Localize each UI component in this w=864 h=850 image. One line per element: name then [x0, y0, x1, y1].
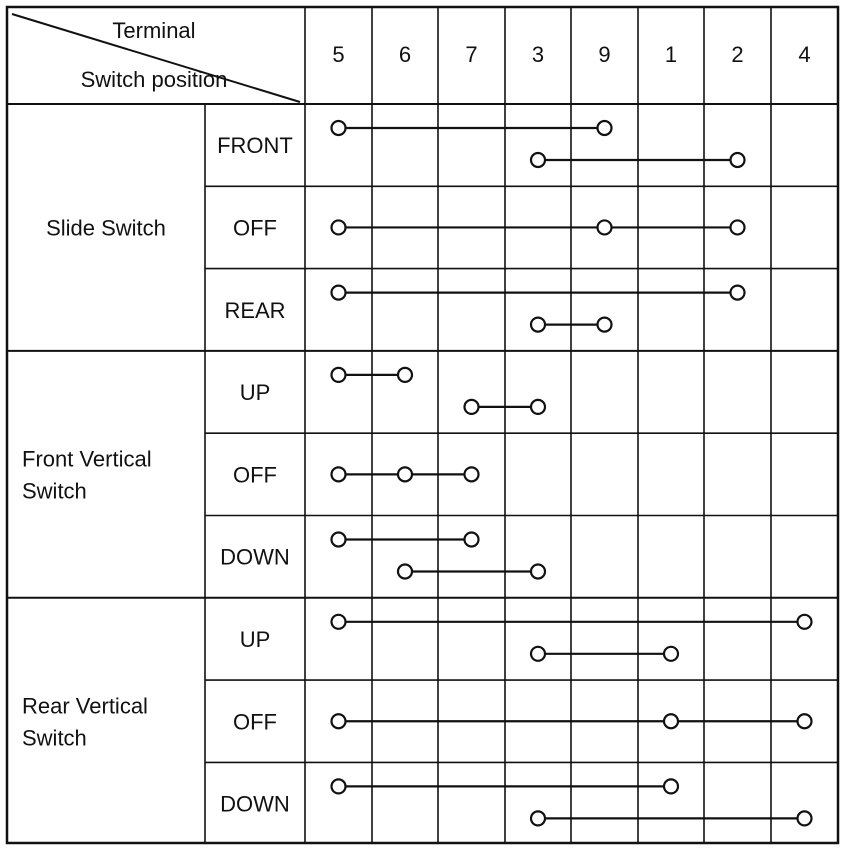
terminal-node-2	[731, 286, 745, 300]
switch-position-label: OFF	[233, 709, 277, 735]
terminal-label-7: 7	[465, 42, 478, 67]
connection-5-9-2	[332, 220, 745, 234]
connection-3-1	[531, 647, 678, 661]
terminal-label-9: 9	[598, 42, 611, 67]
terminal-header-label: Terminal	[112, 18, 196, 43]
terminal-node-6	[398, 565, 412, 579]
terminal-node-3	[531, 318, 545, 332]
terminal-node-4	[798, 811, 812, 825]
terminal-node-5	[332, 615, 346, 629]
terminal-node-5	[332, 368, 346, 382]
terminal-label-6: 6	[398, 42, 412, 67]
switch-position-label: DOWN	[220, 544, 290, 570]
switch-group-label: Switch	[22, 478, 87, 504]
terminal-label-1: 1	[664, 42, 678, 67]
terminal-node-4	[798, 714, 812, 728]
connection-5-7	[332, 533, 479, 547]
terminal-node-7	[465, 400, 479, 414]
terminal-node-3	[531, 153, 545, 167]
connection-5-6-7	[332, 467, 479, 481]
switch-position-label: FRONT	[217, 133, 293, 159]
terminal-node-6	[398, 368, 412, 382]
terminal-node-2	[731, 153, 745, 167]
switch-position-label: UP	[239, 626, 271, 652]
switch-position-label: REAR	[224, 297, 286, 323]
terminal-node-3	[531, 647, 545, 661]
terminal-node-3	[531, 400, 545, 414]
switch-position-label: OFF	[233, 462, 277, 488]
switch-position-label: UP	[239, 380, 271, 406]
terminal-node-7	[465, 533, 479, 547]
terminal-node-5	[332, 533, 346, 547]
terminal-node-5	[332, 714, 346, 728]
header-corner-cell	[12, 14, 300, 102]
terminal-node-5	[332, 286, 346, 300]
connection-3-4	[531, 811, 812, 825]
terminal-node-1	[664, 714, 678, 728]
terminal-node-7	[465, 467, 479, 481]
terminal-node-3	[531, 565, 545, 579]
terminal-node-9	[598, 121, 612, 135]
switch-position-label: DOWN	[220, 791, 290, 817]
switch-group-label: Slide Switch	[46, 215, 166, 241]
terminal-node-1	[664, 647, 678, 661]
terminal-node-4	[798, 615, 812, 629]
connection-5-2	[332, 286, 745, 300]
terminal-node-9	[598, 220, 612, 234]
terminal-label-2: 2	[731, 42, 744, 67]
switch-position-label: OFF	[233, 215, 277, 241]
terminal-label-5: 5	[332, 42, 345, 67]
terminal-node-1	[664, 779, 678, 793]
switch-position-header-label: Switch position	[80, 67, 228, 92]
terminal-node-5	[332, 779, 346, 793]
terminal-node-6	[398, 467, 412, 481]
terminal-node-5	[332, 220, 346, 234]
terminal-label-4: 4	[798, 42, 811, 67]
terminal-node-5	[332, 467, 346, 481]
connection-6-3	[398, 565, 545, 579]
switch-group-labels	[22, 215, 166, 750]
terminal-node-5	[332, 121, 346, 135]
terminal-node-9	[598, 318, 612, 332]
switch-position-labels	[217, 133, 293, 816]
terminal-label-3: 3	[531, 42, 545, 67]
switch-group-label: Front Vertical	[22, 446, 152, 472]
terminal-node-2	[731, 220, 745, 234]
switch-group-label: Switch	[22, 725, 87, 751]
connection-5-9	[332, 121, 612, 135]
terminal-node-3	[531, 811, 545, 825]
switch-group-label: Rear Vertical	[22, 693, 148, 719]
